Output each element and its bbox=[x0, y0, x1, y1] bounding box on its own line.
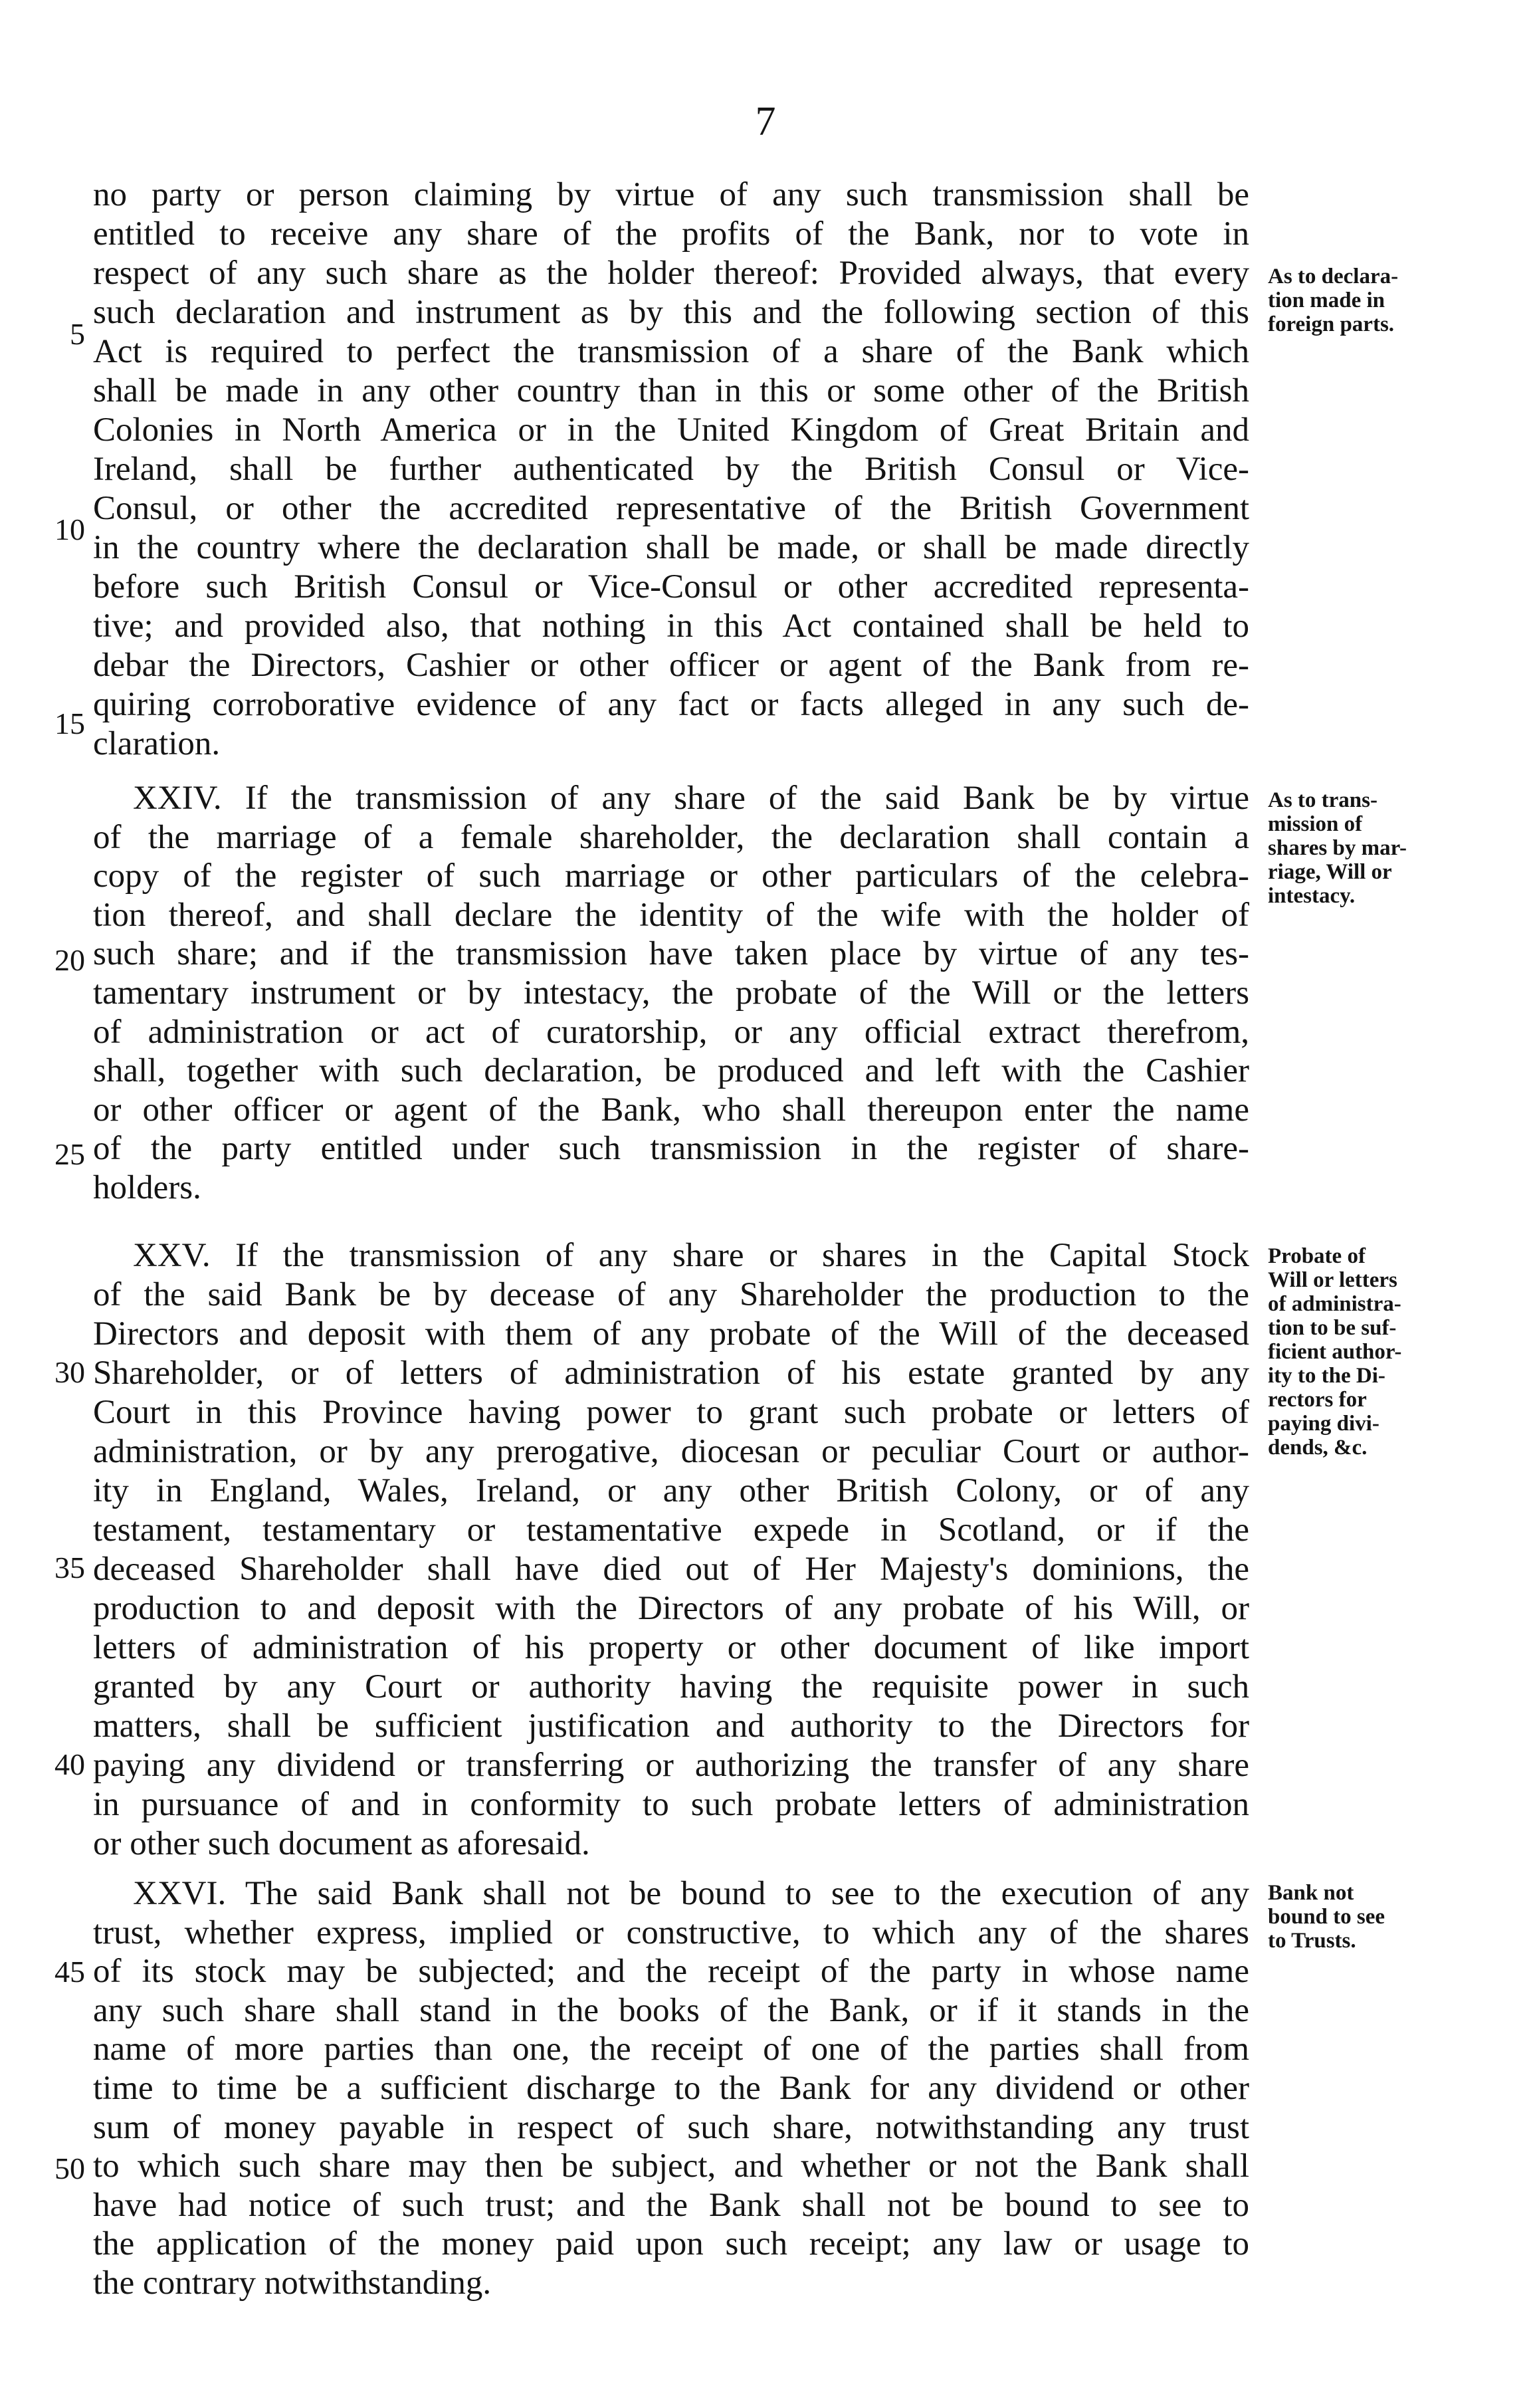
text-line: granted by any Court or authority having the requisite power in such bbox=[93, 1668, 1249, 1705]
text-line: such declaration and instrument as by this and the following section of this bbox=[93, 294, 1249, 331]
text-line: of the said Bank be by decease of any Shareholder the production to the bbox=[93, 1276, 1249, 1313]
line-number: 25 bbox=[54, 1137, 85, 1171]
text-line: production to and deposit with the Directors of any probate of his Will, or bbox=[93, 1590, 1249, 1627]
line-number: 35 bbox=[54, 1551, 85, 1585]
text-line: quiring corroborative evidence of any fact or facts alleged in any such de- bbox=[93, 686, 1249, 723]
text-line: Court in this Province having power to grant such probate or letters of bbox=[93, 1394, 1249, 1431]
text-line: shall be made in any other country than in this or some other of the British bbox=[93, 372, 1249, 409]
margin-note-line: to Trusts. bbox=[1268, 1929, 1356, 1953]
text-line: sum of money payable in respect of such share, notwithstanding any trust bbox=[93, 2109, 1249, 2146]
line-number: 40 bbox=[54, 1747, 85, 1781]
margin-note-line: As to declara- bbox=[1268, 265, 1399, 288]
text-line: in the country where the declaration shall be made, or shall be made directly bbox=[93, 529, 1249, 566]
text-line: letters of administration of his property or other document of like import bbox=[93, 1629, 1249, 1666]
text-line: entitled to receive any share of the profits of the Bank, nor to vote in bbox=[93, 215, 1249, 253]
text-line: ity in England, Wales, Ireland, or any other British Colony, or of any bbox=[93, 1472, 1249, 1509]
text-line: Colonies in North America or in the United Kingdom of Great Britain and bbox=[93, 411, 1249, 449]
margin-note-line: tion to be suf- bbox=[1268, 1316, 1397, 1340]
line-number: 30 bbox=[54, 1355, 85, 1389]
text-line: have had notice of such trust; and the Bank shall not be bound to see to bbox=[93, 2187, 1249, 2224]
text-line: holders. bbox=[93, 1169, 201, 1206]
text-line: in pursuance of and in conformity to such probate letters of administration bbox=[93, 1786, 1249, 1823]
text-line: XXVI. The said Bank shall not be bound to see to the execution of any bbox=[133, 1875, 1249, 1912]
text-line: claration. bbox=[93, 725, 221, 762]
margin-note-line: tion made in bbox=[1268, 288, 1385, 312]
margin-note-line: Bank not bbox=[1268, 1881, 1354, 1905]
text-line: of the party entitled under such transmission in the register of share- bbox=[93, 1130, 1249, 1167]
text-line: Shareholder, or of letters of administration of his estate granted by any bbox=[93, 1355, 1249, 1392]
text-line: such share; and if the transmission have taken place by virtue of any tes- bbox=[93, 935, 1249, 972]
margin-note-line: of administra- bbox=[1268, 1292, 1401, 1316]
line-number: 45 bbox=[54, 1955, 85, 1989]
margin-note-line: paying divi- bbox=[1268, 1412, 1379, 1436]
text-line: tamentary instrument or by intestacy, the probate of the Will or the letters bbox=[93, 974, 1249, 1012]
text-line: paying any dividend or transferring or authorizing the transfer of any share bbox=[93, 1747, 1249, 1784]
margin-note-line: mission of bbox=[1268, 812, 1363, 836]
text-line: deceased Shareholder shall have died out of Her Majesty's dominions, the bbox=[93, 1551, 1249, 1588]
margin-note-line: rectors for bbox=[1268, 1388, 1367, 1412]
text-line: shall, together with such declaration, be produced and left with the Cashier bbox=[93, 1052, 1249, 1089]
text-line: trust, whether express, implied or constructive, to which any of the shares bbox=[93, 1914, 1249, 1951]
text-line: debar the Directors, Cashier or other officer or agent of the Bank from re- bbox=[93, 647, 1249, 684]
text-line: of the marriage of a female shareholder, the declaration shall contain a bbox=[93, 819, 1249, 856]
text-line: testament, testamentary or testamentative expede in Scotland, or if the bbox=[93, 1511, 1249, 1549]
text-line: time to time be a sufficient discharge to the Bank for any dividend or other bbox=[93, 2070, 1249, 2107]
text-line: the application of the money paid upon such receipt; any law or usage to bbox=[93, 2225, 1249, 2262]
text-line: the contrary notwithstanding. bbox=[93, 2264, 492, 2302]
margin-note-line: dends, &c. bbox=[1268, 1436, 1368, 1460]
text-line: any such share shall stand in the books of the Bank, or if it stands in the bbox=[93, 1992, 1249, 2029]
margin-note-line: intestacy. bbox=[1268, 884, 1356, 908]
text-line: of its stock may be subjected; and the receipt of the party in whose name bbox=[93, 1953, 1249, 1990]
text-line: copy of the register of such marriage or other particulars of the celebra- bbox=[93, 857, 1249, 895]
margin-note-line: foreign parts. bbox=[1268, 312, 1395, 336]
text-line: XXV. If the transmission of any share or shares in the Capital Stock bbox=[133, 1237, 1249, 1274]
text-line: or other officer or agent of the Bank, who shall thereupon enter the name bbox=[93, 1091, 1249, 1129]
text-line: before such British Consul or Vice-Consul or other accredited representa- bbox=[93, 568, 1249, 605]
text-line: administration, or by any prerogative, diocesan or peculiar Court or author- bbox=[93, 1433, 1249, 1470]
text-line: or other such document as aforesaid. bbox=[93, 1825, 590, 1862]
margin-note-line: shares by mar- bbox=[1268, 836, 1407, 860]
margin-note-line: Will or letters bbox=[1268, 1268, 1397, 1292]
text-line: Directors and deposit with them of any probate of the Will of the deceased bbox=[93, 1315, 1249, 1353]
text-line: tive; and provided also, that nothing in this Act contained shall be held to bbox=[93, 607, 1249, 645]
text-line: respect of any such share as the holder thereof: Provided always, that every bbox=[93, 255, 1249, 292]
margin-note-line: riage, Will or bbox=[1268, 860, 1392, 884]
line-number: 5 bbox=[70, 317, 85, 351]
text-line: Consul, or other the accredited representative of the British Government bbox=[93, 490, 1249, 527]
text-line: Act is required to perfect the transmission of a share of the Bank which bbox=[93, 333, 1249, 370]
text-line: XXIV. If the transmission of any share of the said Bank be by virtue bbox=[133, 780, 1249, 817]
line-number: 20 bbox=[54, 943, 85, 977]
text-line: tion thereof, and shall declare the identity of the wife with the holder of bbox=[93, 897, 1249, 934]
text-line: matters, shall be sufficient justification and authority to the Directors for bbox=[93, 1707, 1249, 1745]
margin-note-line: ficient author- bbox=[1268, 1340, 1402, 1364]
text-line: Ireland, shall be further authenticated by the British Consul or Vice- bbox=[93, 451, 1249, 488]
line-number: 15 bbox=[54, 707, 85, 740]
line-number: 10 bbox=[54, 512, 85, 546]
margin-note-line: As to trans- bbox=[1268, 788, 1378, 812]
page-number: 7 bbox=[755, 99, 776, 144]
text-line: name of more parties than one, the receipt of one of the parties shall from bbox=[93, 2030, 1249, 2068]
line-number: 50 bbox=[54, 2151, 85, 2185]
text-line: no party or person claiming by virtue of any such transmission shall be bbox=[93, 176, 1249, 213]
text-line: of administration or act of curatorship, or any official extract therefrom, bbox=[93, 1014, 1249, 1051]
margin-note-line: bound to see bbox=[1268, 1905, 1385, 1929]
text-line: to which such share may then be subject, and whether or not the Bank shall bbox=[93, 2147, 1249, 2185]
margin-note-line: Probate of bbox=[1268, 1244, 1366, 1268]
margin-note-line: ity to the Di- bbox=[1268, 1364, 1385, 1388]
